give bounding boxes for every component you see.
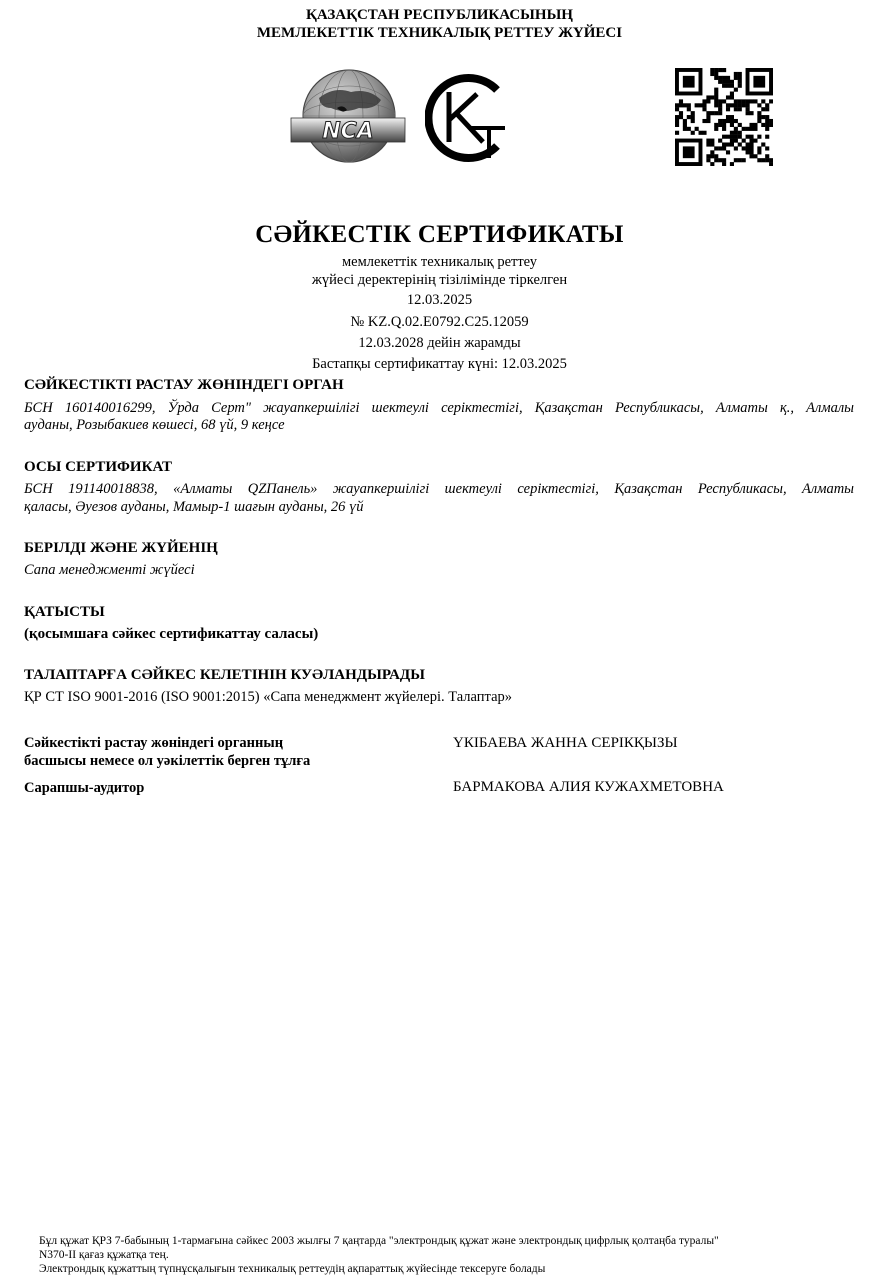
certification-body-line-1: БСН 160140016299, Ўрда Серт" жауапкершілігі шектеулі серіктестігі, Қазақстан Республикасы, Алматы қ., Алмалы bbox=[24, 400, 854, 416]
footer-line-1: Бұл құжат ҚРЗ 7-бабының 1-тармағына сәйкес 2003 жылғы 7 қаңтарда "электрондық құжат және электрондық цифрлық қолтаңба туралы" bbox=[39, 1235, 719, 1247]
valid-until: 12.03.2028 дейін жарамды bbox=[358, 335, 521, 351]
auditor-label: Сарапшы-аудитор bbox=[24, 780, 145, 796]
header-line-2: МЕМЛЕКЕТТІК ТЕХНИКАЛЫҚ РЕТТЕУ ЖҮЙЕСІ bbox=[256, 25, 623, 41]
nca-logo-text: NCA bbox=[322, 119, 374, 144]
certificate-title: СӘЙКЕСТІК СЕРТИФИКАТЫ bbox=[255, 221, 624, 248]
scope-value: (қосымшаға сәйкес сертификаттау саласы) bbox=[24, 626, 319, 642]
head-signatory-label-2: басшысы немесе ол уәкілеттік берген тұлға bbox=[24, 753, 311, 769]
system-heading: БЕРІЛДІ ЖӘНЕ ЖҮЙЕНІҢ bbox=[24, 540, 218, 556]
footer-line-2: N370-II қағаз құжатқа тең. bbox=[39, 1249, 169, 1261]
initial-certification-date: Бастапқы сертификаттау күні: 12.03.2025 bbox=[312, 356, 567, 372]
head-signatory-label-1: Сәйкестікті растау жөніндегі органның bbox=[24, 735, 284, 751]
system-value: Сапа менеджменті жүйесі bbox=[24, 562, 195, 578]
certification-body-line-2: ауданы, Розыбакиев көшесі, 68 үй, 9 кеңсе bbox=[24, 417, 285, 433]
certificate-holder-line-1: БСН 191140018838, «Алматы QZПанель» жауапкершілігі шектеулі серіктестігі, Қазақстан Республикасы, Алматы bbox=[24, 481, 854, 497]
header-line-1: ҚАЗАҚСТАН РЕСПУБЛИКАСЫНЫҢ bbox=[306, 7, 573, 23]
certification-body-heading: СӘЙКЕСТІКТІ РАСТАУ ЖӨНІНДЕГІ ОРГАН bbox=[24, 377, 344, 393]
footer-line-3: Электрондық құжаттың түпнұсқалығын техникалық реттеудің ақпараттық жүйесінде тексеруге болады bbox=[39, 1263, 546, 1275]
certificate-holder-line-2: қаласы, Әуезов ауданы, Мамыр-1 шағын ауданы, 26 үй bbox=[24, 499, 364, 515]
certificate-holder-heading: ОСЫ СЕРТИФИКАТ bbox=[24, 459, 172, 475]
registry-line-2: жүйесі деректерінің тізілімінде тіркелген bbox=[311, 272, 568, 288]
certificate-number: № KZ.Q.02.E0792.C25.12059 bbox=[350, 314, 529, 330]
nca-globe-logo bbox=[289, 68, 407, 166]
head-signatory-name: ҮКІБАЕВА ЖАННА СЕРІКҚЫЗЫ bbox=[453, 735, 678, 751]
scope-heading: ҚАТЫСТЫ bbox=[24, 604, 105, 620]
requirements-heading: ТАЛАПТАРҒА СӘЙКЕС КЕЛЕТІНІН КУӘЛАНДЫРАДЫ bbox=[24, 667, 425, 683]
registry-line-1: мемлекеттік техникалық реттеу bbox=[341, 254, 538, 270]
auditor-name: БАРМАКОВА АЛИЯ КУЖАХМЕТОВНА bbox=[453, 779, 724, 795]
requirements-value: ҚР СТ ISO 9001-2016 (ISO 9001:2015) «Сапа менеджмент жүйелері. Талаптар» bbox=[24, 689, 513, 705]
registration-date: 12.03.2025 bbox=[406, 292, 473, 308]
kt-logo bbox=[425, 70, 515, 166]
qr-code bbox=[675, 68, 773, 166]
